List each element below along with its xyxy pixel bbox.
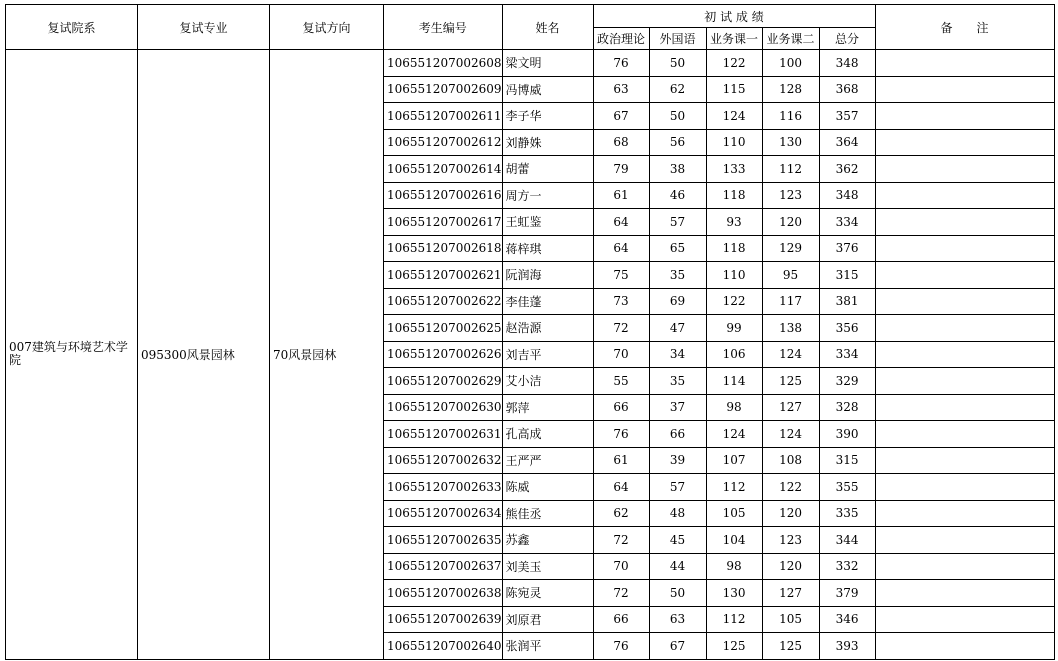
header-remark: 备 注	[875, 5, 1054, 50]
header-total: 总分	[819, 28, 875, 50]
politics-score-cell: 72	[593, 580, 649, 607]
foreign-score-cell: 56	[649, 129, 706, 156]
direction-cell: 70风景园林	[270, 50, 384, 660]
course2-score-cell: 130	[762, 129, 819, 156]
course1-score-cell: 130	[706, 580, 762, 607]
foreign-score-cell: 57	[649, 474, 706, 501]
header-dept: 复试院系	[6, 5, 138, 50]
exam-no-cell: 106551207002637	[384, 553, 503, 580]
remark-cell	[875, 500, 1054, 527]
total-score-cell: 344	[819, 527, 875, 554]
remark-cell	[875, 262, 1054, 289]
remark-cell	[875, 394, 1054, 421]
exam-no-cell: 106551207002639	[384, 606, 503, 633]
politics-score-cell: 72	[593, 527, 649, 554]
total-score-cell: 329	[819, 368, 875, 395]
course2-score-cell: 120	[762, 209, 819, 236]
remark-cell	[875, 421, 1054, 448]
remark-cell	[875, 633, 1054, 660]
course2-score-cell: 128	[762, 76, 819, 103]
name-cell: 李子华	[502, 103, 593, 130]
politics-score-cell: 66	[593, 394, 649, 421]
header-direction: 复试方向	[270, 5, 384, 50]
remark-cell	[875, 235, 1054, 262]
exam-no-cell: 106551207002616	[384, 182, 503, 209]
course1-score-cell: 93	[706, 209, 762, 236]
header-foreign: 外国语	[649, 28, 706, 50]
foreign-score-cell: 67	[649, 633, 706, 660]
remark-cell	[875, 288, 1054, 315]
name-cell: 蒋梓琪	[502, 235, 593, 262]
course2-score-cell: 127	[762, 394, 819, 421]
total-score-cell: 376	[819, 235, 875, 262]
foreign-score-cell: 66	[649, 421, 706, 448]
course2-score-cell: 108	[762, 447, 819, 474]
total-score-cell: 334	[819, 341, 875, 368]
course2-score-cell: 123	[762, 182, 819, 209]
course1-score-cell: 122	[706, 50, 762, 77]
course2-score-cell: 125	[762, 368, 819, 395]
politics-score-cell: 72	[593, 315, 649, 342]
politics-score-cell: 75	[593, 262, 649, 289]
course2-score-cell: 95	[762, 262, 819, 289]
course1-score-cell: 124	[706, 103, 762, 130]
politics-score-cell: 55	[593, 368, 649, 395]
remark-cell	[875, 209, 1054, 236]
politics-score-cell: 61	[593, 447, 649, 474]
course1-score-cell: 105	[706, 500, 762, 527]
name-cell: 刘原君	[502, 606, 593, 633]
course2-score-cell: 138	[762, 315, 819, 342]
header-prelim-scores: 初 试 成 绩	[593, 5, 875, 28]
name-cell: 梁文明	[502, 50, 593, 77]
politics-score-cell: 64	[593, 474, 649, 501]
exam-no-cell: 106551207002634	[384, 500, 503, 527]
course2-score-cell: 129	[762, 235, 819, 262]
exam-no-cell: 106551207002611	[384, 103, 503, 130]
course2-score-cell: 124	[762, 341, 819, 368]
course1-score-cell: 115	[706, 76, 762, 103]
politics-score-cell: 68	[593, 129, 649, 156]
politics-score-cell: 70	[593, 553, 649, 580]
remark-cell	[875, 606, 1054, 633]
name-cell: 阮润海	[502, 262, 593, 289]
score-table	[5, 4, 1055, 660]
foreign-score-cell: 65	[649, 235, 706, 262]
name-cell: 苏鑫	[502, 527, 593, 554]
course2-score-cell: 122	[762, 474, 819, 501]
exam-no-cell: 106551207002631	[384, 421, 503, 448]
exam-no-cell: 106551207002621	[384, 262, 503, 289]
exam-no-cell: 106551207002625	[384, 315, 503, 342]
politics-score-cell: 66	[593, 606, 649, 633]
header-course2: 业务课二	[762, 28, 819, 50]
course2-score-cell: 120	[762, 553, 819, 580]
total-score-cell: 381	[819, 288, 875, 315]
total-score-cell: 332	[819, 553, 875, 580]
foreign-score-cell: 69	[649, 288, 706, 315]
foreign-score-cell: 45	[649, 527, 706, 554]
course1-score-cell: 114	[706, 368, 762, 395]
foreign-score-cell: 62	[649, 76, 706, 103]
politics-score-cell: 70	[593, 341, 649, 368]
name-cell: 艾小洁	[502, 368, 593, 395]
name-cell: 刘美玉	[502, 553, 593, 580]
course1-score-cell: 124	[706, 421, 762, 448]
total-score-cell: 368	[819, 76, 875, 103]
major-cell: 095300风景园林	[138, 50, 270, 660]
course2-score-cell: 105	[762, 606, 819, 633]
exam-no-cell: 106551207002617	[384, 209, 503, 236]
name-cell: 郭萍	[502, 394, 593, 421]
exam-no-cell: 106551207002626	[384, 341, 503, 368]
exam-no-cell: 106551207002612	[384, 129, 503, 156]
header-name: 姓名	[502, 5, 593, 50]
course1-score-cell: 118	[706, 182, 762, 209]
course1-score-cell: 107	[706, 447, 762, 474]
foreign-score-cell: 50	[649, 50, 706, 77]
remark-cell	[875, 527, 1054, 554]
course1-score-cell: 125	[706, 633, 762, 660]
total-score-cell: 390	[819, 421, 875, 448]
remark-cell	[875, 103, 1054, 130]
name-cell: 熊佳丞	[502, 500, 593, 527]
politics-score-cell: 67	[593, 103, 649, 130]
header-course1: 业务课一	[706, 28, 762, 50]
politics-score-cell: 64	[593, 209, 649, 236]
name-cell: 赵浩源	[502, 315, 593, 342]
course2-score-cell: 123	[762, 527, 819, 554]
remark-cell	[875, 368, 1054, 395]
course1-score-cell: 110	[706, 262, 762, 289]
foreign-score-cell: 47	[649, 315, 706, 342]
total-score-cell: 393	[819, 633, 875, 660]
total-score-cell: 356	[819, 315, 875, 342]
course2-score-cell: 120	[762, 500, 819, 527]
total-score-cell: 362	[819, 156, 875, 183]
foreign-score-cell: 35	[649, 262, 706, 289]
exam-no-cell: 106551207002640	[384, 633, 503, 660]
course2-score-cell: 117	[762, 288, 819, 315]
name-cell: 冯博威	[502, 76, 593, 103]
remark-cell	[875, 182, 1054, 209]
politics-score-cell: 79	[593, 156, 649, 183]
header-exam-no: 考生编号	[384, 5, 503, 50]
total-score-cell: 357	[819, 103, 875, 130]
politics-score-cell: 63	[593, 76, 649, 103]
total-score-cell: 348	[819, 50, 875, 77]
exam-no-cell: 106551207002638	[384, 580, 503, 607]
header-politics: 政治理论	[593, 28, 649, 50]
foreign-score-cell: 46	[649, 182, 706, 209]
remark-cell	[875, 447, 1054, 474]
total-score-cell: 334	[819, 209, 875, 236]
name-cell: 陈宛灵	[502, 580, 593, 607]
course1-score-cell: 112	[706, 474, 762, 501]
table-row	[6, 50, 1055, 77]
exam-no-cell: 106551207002608	[384, 50, 503, 77]
remark-cell	[875, 580, 1054, 607]
exam-no-cell: 106551207002609	[384, 76, 503, 103]
name-cell: 李佳蓬	[502, 288, 593, 315]
name-cell: 王严严	[502, 447, 593, 474]
exam-no-cell: 106551207002622	[384, 288, 503, 315]
name-cell: 胡蕾	[502, 156, 593, 183]
foreign-score-cell: 50	[649, 103, 706, 130]
name-cell: 陈威	[502, 474, 593, 501]
dept-cell: 007建筑与环境艺术学院	[6, 50, 138, 660]
foreign-score-cell: 63	[649, 606, 706, 633]
name-cell: 张润平	[502, 633, 593, 660]
remark-cell	[875, 474, 1054, 501]
total-score-cell: 328	[819, 394, 875, 421]
course1-score-cell: 133	[706, 156, 762, 183]
exam-no-cell: 106551207002632	[384, 447, 503, 474]
foreign-score-cell: 37	[649, 394, 706, 421]
remark-cell	[875, 315, 1054, 342]
total-score-cell: 355	[819, 474, 875, 501]
course2-score-cell: 116	[762, 103, 819, 130]
course1-score-cell: 118	[706, 235, 762, 262]
course1-score-cell: 98	[706, 553, 762, 580]
politics-score-cell: 76	[593, 633, 649, 660]
exam-no-cell: 106551207002635	[384, 527, 503, 554]
exam-no-cell: 106551207002629	[384, 368, 503, 395]
foreign-score-cell: 57	[649, 209, 706, 236]
foreign-score-cell: 35	[649, 368, 706, 395]
total-score-cell: 315	[819, 262, 875, 289]
header-major: 复试专业	[138, 5, 270, 50]
course2-score-cell: 112	[762, 156, 819, 183]
foreign-score-cell: 48	[649, 500, 706, 527]
course2-score-cell: 100	[762, 50, 819, 77]
course1-score-cell: 99	[706, 315, 762, 342]
course1-score-cell: 98	[706, 394, 762, 421]
course2-score-cell: 125	[762, 633, 819, 660]
exam-no-cell: 106551207002614	[384, 156, 503, 183]
name-cell: 刘吉平	[502, 341, 593, 368]
remark-cell	[875, 50, 1054, 77]
politics-score-cell: 62	[593, 500, 649, 527]
politics-score-cell: 76	[593, 421, 649, 448]
politics-score-cell: 64	[593, 235, 649, 262]
course1-score-cell: 112	[706, 606, 762, 633]
total-score-cell: 348	[819, 182, 875, 209]
exam-no-cell: 106551207002618	[384, 235, 503, 262]
remark-cell	[875, 341, 1054, 368]
foreign-score-cell: 38	[649, 156, 706, 183]
politics-score-cell: 76	[593, 50, 649, 77]
remark-cell	[875, 553, 1054, 580]
course1-score-cell: 110	[706, 129, 762, 156]
total-score-cell: 379	[819, 580, 875, 607]
total-score-cell: 315	[819, 447, 875, 474]
header-row	[6, 5, 1055, 28]
course2-score-cell: 127	[762, 580, 819, 607]
name-cell: 王虹鉴	[502, 209, 593, 236]
total-score-cell: 335	[819, 500, 875, 527]
course1-score-cell: 106	[706, 341, 762, 368]
exam-no-cell: 106551207002633	[384, 474, 503, 501]
politics-score-cell: 73	[593, 288, 649, 315]
politics-score-cell: 61	[593, 182, 649, 209]
remark-cell	[875, 129, 1054, 156]
name-cell: 周方一	[502, 182, 593, 209]
foreign-score-cell: 44	[649, 553, 706, 580]
remark-cell	[875, 76, 1054, 103]
exam-no-cell: 106551207002630	[384, 394, 503, 421]
course2-score-cell: 124	[762, 421, 819, 448]
total-score-cell: 364	[819, 129, 875, 156]
remark-cell	[875, 156, 1054, 183]
name-cell: 孔高成	[502, 421, 593, 448]
foreign-score-cell: 50	[649, 580, 706, 607]
foreign-score-cell: 39	[649, 447, 706, 474]
course1-score-cell: 122	[706, 288, 762, 315]
foreign-score-cell: 34	[649, 341, 706, 368]
name-cell: 刘静姝	[502, 129, 593, 156]
course1-score-cell: 104	[706, 527, 762, 554]
total-score-cell: 346	[819, 606, 875, 633]
